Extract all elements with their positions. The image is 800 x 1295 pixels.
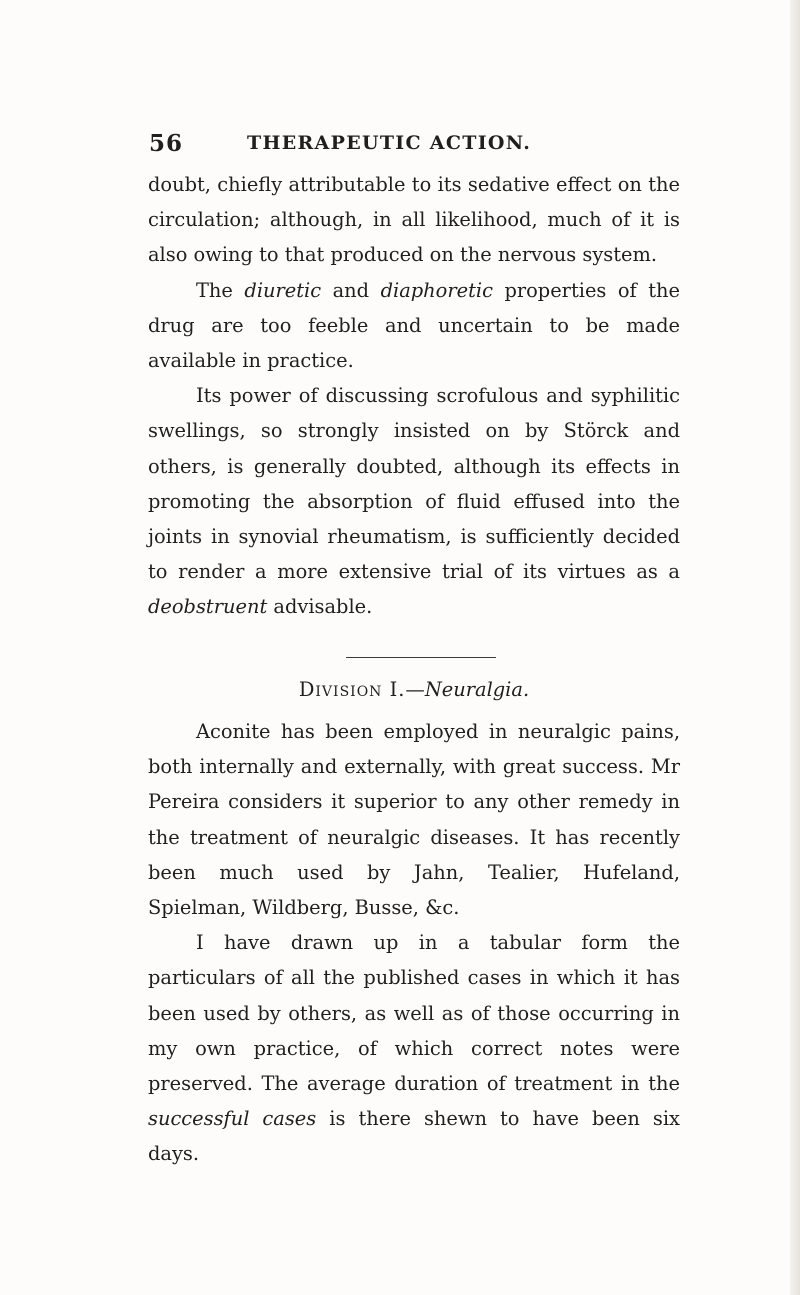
emphasis-successful-cases: successful cases <box>148 1107 317 1131</box>
emphasis-deobstruent: deobstruent <box>148 595 268 619</box>
paragraph-aconite <box>148 714 680 925</box>
emphasis-diuretic: diuretic <box>244 278 322 302</box>
paragraph-text: advisable. <box>267 595 373 619</box>
division-dash: — <box>405 678 425 701</box>
text-block-bottom <box>148 714 680 1172</box>
paragraph-tabular <box>148 925 680 1171</box>
running-head <box>149 130 679 160</box>
paragraph-continuation <box>148 167 680 273</box>
paragraph-text: I have drawn up in a tabular form the particulars of all the published cases in which it has been used by others, as well as of those occurring in my own practice, of which correct notes were preserved. The average duration of treatment in the <box>148 931 680 1096</box>
paragraph-diuretic <box>148 273 680 379</box>
paragraph-text: The <box>196 278 245 302</box>
page-number: 56 <box>149 130 184 157</box>
division-label: Division I. <box>298 678 406 701</box>
paragraph-deobstruent <box>148 378 680 624</box>
section-divider <box>346 657 496 658</box>
emphasis-diaphoretic: diaphoretic <box>380 278 493 302</box>
paragraph-text: and <box>321 278 381 302</box>
paragraph-text: doubt, chiefly attributable to its sedative effect on the circulation; although, in all likelihood, much of it is also owing to that produced on the nervous system. <box>148 173 680 267</box>
running-title: THERAPEUTIC ACTION. <box>247 132 532 154</box>
division-heading <box>148 675 680 705</box>
division-subtitle: Neuralgia. <box>424 678 530 701</box>
text-block-top <box>148 167 680 625</box>
paragraph-text: Aconite has been employed in neuralgic pains, both internally and externally, with great success. Mr Pereira considers it superior to any other remedy in the treatment of neuralgic diseases. It has recently been much used by Jahn, Tealier, Hufeland, Spielman, Wildberg, Busse, &c. <box>148 720 680 920</box>
paragraph-text: is there shewn to have been six days. <box>148 1107 680 1166</box>
page-edge <box>790 0 800 1295</box>
paragraph-text: properties of the drug are too feeble and uncertain to be made available in practice. <box>148 278 680 373</box>
paragraph-text: Its power of discussing scrofulous and syphilitic swellings, so strongly insisted on by Störck and others, is generally doubted, although its effects in promoting the absorption of fluid effused into the joints in synovial rheumatism, is sufficiently decided to render a more extensive trial of its virtues as a <box>148 384 680 584</box>
